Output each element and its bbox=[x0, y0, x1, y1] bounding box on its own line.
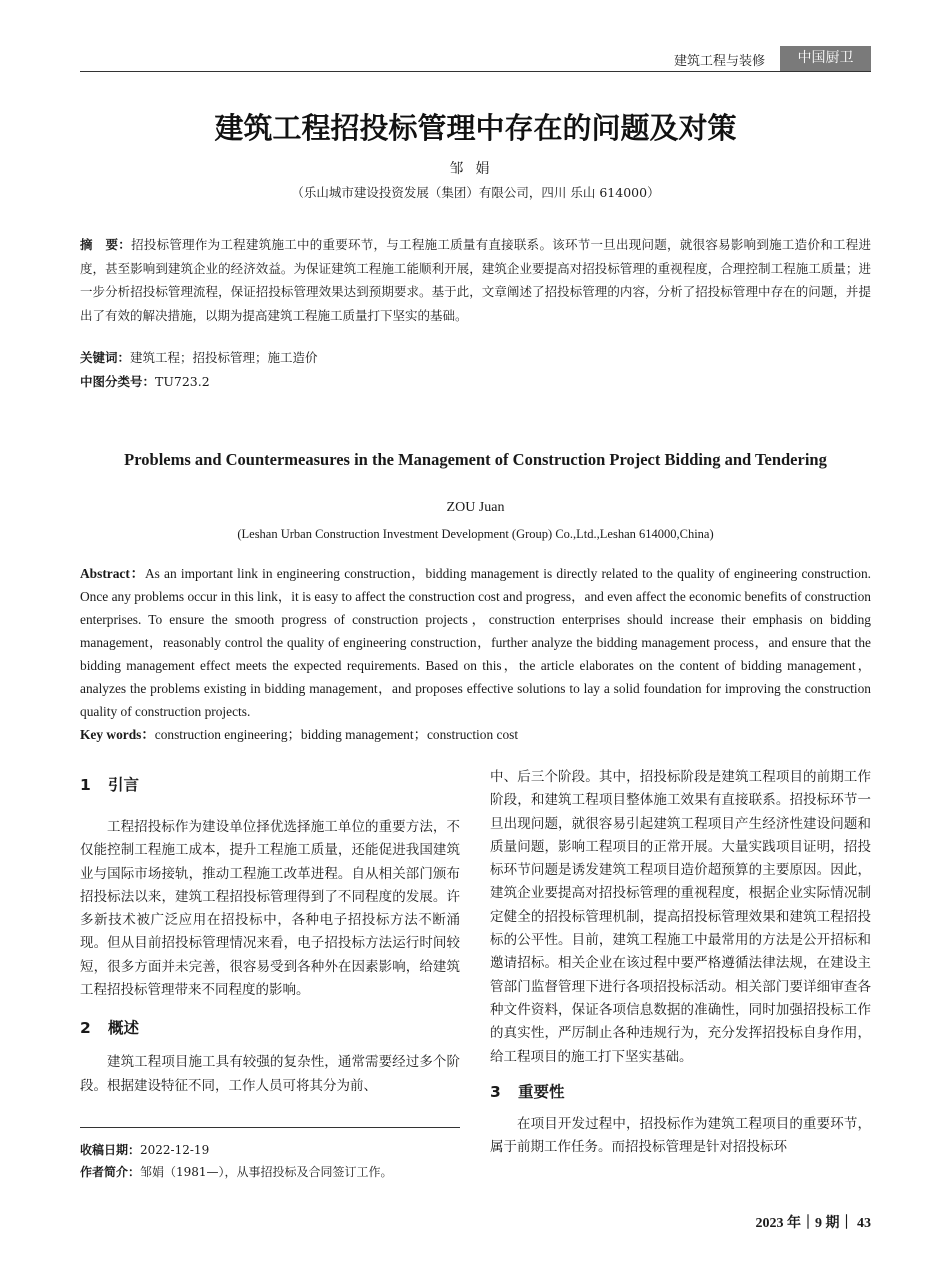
section-3-heading bbox=[490, 1075, 871, 1109]
author-cn: 邹娟 bbox=[449, 161, 502, 177]
journal-badge: 中国厨卫 bbox=[780, 46, 871, 71]
author-bio-label: 作者简介： bbox=[80, 1165, 141, 1179]
abstract-cn-text: 招投标管理作为工程建筑施工中的重要环节，与工程施工质量有直接联系。该环节一旦出现问题，就很容易影响到施工造价和工程进度，甚至影响到建筑企业的经济效益。为保证建筑工程施工能顺利开展，建筑企业要提高对招投标管理的重视程度，合理控制工程施工质量；进一步分析招投标管理流程，保证招投标管理效果达到预期要求。基于此，文章阐述了招投标管理的内容，分析了招投标管理中存在的问题，并提出了有效的解决措施，以期为提高建筑工程施工质量打下坚实的基础。 bbox=[80, 237, 871, 323]
abstract-en-label: Abstract： bbox=[80, 566, 145, 581]
clc-number bbox=[80, 371, 871, 393]
received-label: 收稿日期： bbox=[80, 1143, 141, 1157]
body-column-left bbox=[80, 768, 460, 1098]
abstract-cn bbox=[80, 233, 871, 327]
section-1-paragraph: 工程招投标作为建设单位择优选择施工单位的重要方法，不仅能控制工程施工成本，提升工程施工质量，还能促进我国建筑业与国际市场接轨，推动工程施工改革进程。自从相关部门颁布招投标法以来，建筑工程招投标管理得到了不同程度的发展。许多新技术被广泛应用在招投标中，各种电子招投标方法不断涌现。但从目前招投标管理情况来看，电子招投标方法运行时间较短，很多方面并未完善，很容易受到各种外在因素影响，给建筑工程招投标管理带来不同程度的影响。 bbox=[80, 819, 460, 999]
section-2-title: 概述 bbox=[108, 1019, 140, 1038]
keywords-cn-label: 关键词： bbox=[80, 350, 131, 365]
section-1-heading bbox=[80, 768, 460, 802]
author-bio bbox=[80, 1162, 460, 1182]
journal-section-label: 建筑工程与装修 bbox=[673, 54, 765, 69]
keywords-en-text: construction engineering；bidding management；construction cost bbox=[154, 727, 519, 742]
section-2-paragraph-start: 建筑工程项目施工具有较强的复杂性，通常需要经过多个阶段。根据建设特征不同，工作人员可将其分为前、 bbox=[80, 1054, 460, 1094]
section-1-number: 1 bbox=[80, 776, 91, 794]
abstract-en bbox=[80, 562, 871, 723]
clc-label: 中图分类号： bbox=[80, 374, 156, 389]
keywords-en-label: Key words： bbox=[80, 727, 155, 742]
affiliation-en: (Leshan Urban Construction Investment Development (Group) Co.,Ltd.,Leshan 614000,China) bbox=[237, 527, 714, 541]
abstract-cn-label: 摘 要： bbox=[80, 237, 132, 252]
footnote-divider bbox=[80, 1127, 460, 1128]
section-2-number: 2 bbox=[80, 1019, 91, 1038]
keywords-cn bbox=[80, 347, 871, 369]
section-1-title: 引言 bbox=[108, 776, 140, 794]
section-3-number: 3 bbox=[490, 1082, 501, 1101]
author-bio-value: 邹娟（1981—），从事招投标及合同签订工作。 bbox=[140, 1165, 393, 1179]
keywords-cn-text: 建筑工程；招投标管理；施工造价 bbox=[130, 350, 318, 365]
section-3-paragraph: 在项目开发过程中，招投标作为建筑工程项目的重要环节，属于前期工作任务。而招投标管理是针对招投标环 bbox=[490, 1115, 871, 1156]
page-footer: 2023 年｜9 期｜ 43 bbox=[755, 1216, 871, 1231]
paper-title-cn: 建筑工程招投标管理中存在的问题及对策 bbox=[214, 111, 737, 145]
section-2-heading bbox=[80, 1011, 460, 1045]
section-2-paragraph-continued: 中、后三个阶段。其中，招投标阶段是建筑工程项目的前期工作阶段，和建筑工程项目整体施工效果有直接联系。招投标环节一旦出现问题，就很容易引起建筑工程项目产生经济性建设问题和质量问题，影响工程项目的正常开展。大量实践项目证明，招投标环节问题是诱发建筑工程项目造价超预算的主要原因。因此，建筑企业要提高对招投标管理的重视程度，根据企业实际情况制定健全的招投标管理机制，提高招投标管理效果和建筑工程招投标的公平性。目前，建筑工程施工中最常用的方法是公开招标和邀请招标。相关企业在该过程中要严格遵循法律法规，在建设主管部门监督管理下进行各项招投标活动。相关部门要详细审查各种文件资料，保证各项信息数据的准确性，同时加强招投标工作的真实性，严厉制止各种违规行为，充分发挥招投标自身作用，给工程项目的施工打下坚实基础。 bbox=[490, 769, 871, 1065]
section-3-title: 重要性 bbox=[518, 1082, 565, 1101]
header-divider bbox=[80, 71, 871, 72]
affiliation-cn: （乐山城市建设投资发展（集团）有限公司，四川 乐山 614000） bbox=[291, 185, 660, 200]
received-value: 2022-12-19 bbox=[140, 1143, 210, 1157]
author-en: ZOU Juan bbox=[446, 500, 505, 515]
keywords-en bbox=[80, 723, 871, 746]
received-date bbox=[80, 1140, 460, 1160]
paper-title-en: Problems and Countermeasures in the Management of Construction Project Bidding and Tendering bbox=[124, 450, 827, 469]
abstract-en-text: As an important link in engineering construction，bidding management is directly related to the quality of engineering construction. Once any problems occur in this link，it is easy to affect the construction cost and progress，and even affect the economic benefits of construction enterprises. To ensure the smooth progress of construction projects，construction enterprises should increase their emphasis on bidding management，reasonably control the quality of engineering construction，further analyze the bidding management process，and ensure that the bidding management effect meets the expected requirements. Based on this，the article elaborates on the content of bidding management，analyzes the problems existing in bidding management，and proposes effective solutions to lay a solid foundation for improving the construction quality of construction projects. bbox=[80, 566, 871, 719]
body-column-right bbox=[490, 766, 871, 1159]
clc-text: TU723.2 bbox=[155, 374, 210, 389]
